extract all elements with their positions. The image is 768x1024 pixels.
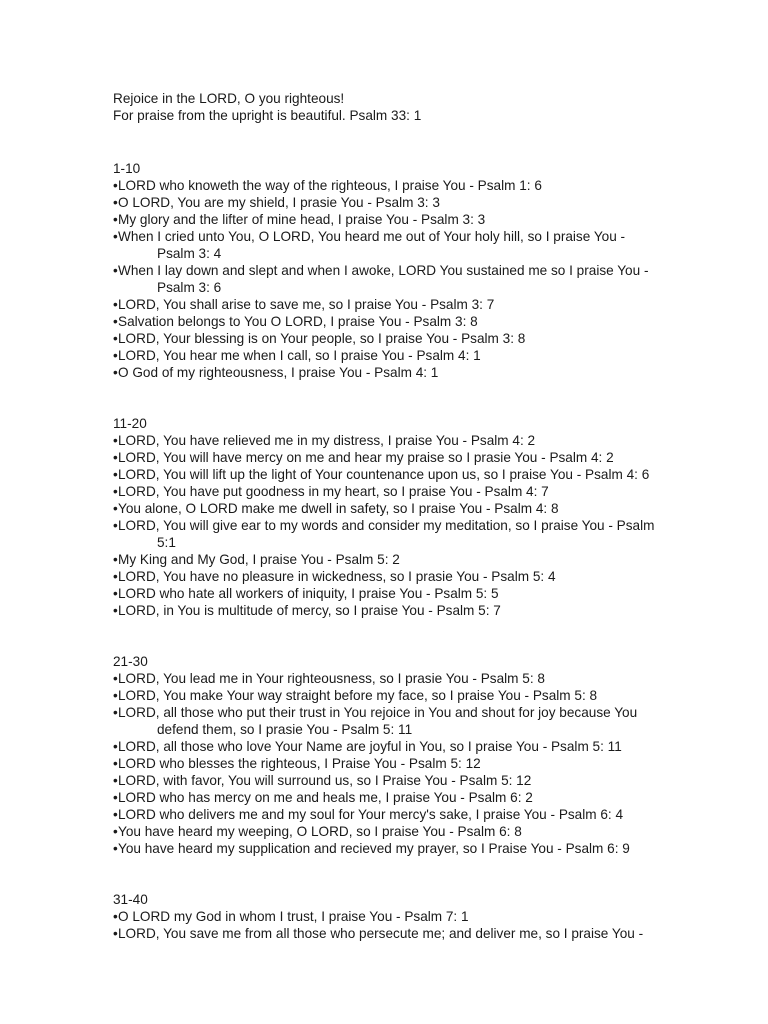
- bullet-icon: •: [113, 586, 118, 601]
- bullet-icon: •: [113, 501, 118, 516]
- list-item: [113, 670, 658, 687]
- list-item-text: LORD who delivers me and my soul for Your mercy's sake, I praise You - Psalm 6: 4: [118, 807, 624, 822]
- list-item: [113, 500, 658, 517]
- praise-list: [113, 177, 658, 381]
- list-item-text: LORD, You hear me when I call, so I praise You - Psalm 4: 1: [118, 348, 481, 363]
- list-item: [113, 262, 658, 296]
- bullet-icon: •: [113, 297, 118, 312]
- bullet-icon: •: [113, 365, 118, 380]
- list-item-text: LORD who knoweth the way of the righteous, I praise You - Psalm 1: 6: [118, 178, 542, 193]
- bullet-icon: •: [113, 569, 118, 584]
- list-item: [113, 466, 658, 483]
- list-item: [113, 194, 658, 211]
- list-item: [113, 908, 658, 925]
- bullet-icon: •: [113, 229, 118, 244]
- bullet-icon: •: [113, 807, 118, 822]
- list-item: [113, 296, 658, 313]
- list-item-text: LORD, all those who love Your Name are joyful in You, so I praise You - Psalm 5: 11: [118, 739, 622, 754]
- list-item-text: LORD, all those who put their trust in You rejoice in You and shout for joy because You defend them, so I prasie You - Psalm 5: 11: [118, 705, 638, 737]
- list-item-text: LORD, You make Your way straight before my face, so I praise You - Psalm 5: 8: [118, 688, 598, 703]
- list-item: [113, 687, 658, 704]
- bullet-icon: •: [113, 433, 118, 448]
- list-item-text: LORD, You will lift up the light of Your countenance upon us, so I praise You - Psalm 4: 6: [118, 467, 650, 482]
- praise-section: [113, 160, 658, 381]
- list-item-text: My glory and the lifter of mine head, I praise You - Psalm 3: 3: [118, 212, 486, 227]
- list-item-text: When I cried unto You, O LORD, You heard me out of Your holy hill, so I praise You - Psalm 3: 4: [118, 229, 626, 261]
- section-heading: 21-30: [113, 654, 148, 669]
- bullet-icon: •: [113, 688, 118, 703]
- list-item-text: LORD, in You is multitude of mercy, so I praise You - Psalm 5: 7: [118, 603, 501, 618]
- intro-line-1: Rejoice in the LORD, O you righteous!: [113, 91, 345, 106]
- intro-line-2: For praise from the upright is beautiful. Psalm 33: 1: [113, 108, 422, 123]
- bullet-icon: •: [113, 195, 118, 210]
- list-item-text: O God of my righteousness, I praise You - Psalm 4: 1: [118, 365, 439, 380]
- list-item-text: LORD, You will give ear to my words and consider my meditation, so I praise You - Psalm 5:1: [118, 518, 655, 550]
- praise-section: [113, 415, 658, 619]
- list-item: [113, 806, 658, 823]
- list-item-text: LORD, Your blessing is on Your people, so I praise You - Psalm 3: 8: [118, 331, 526, 346]
- bullet-icon: •: [113, 484, 118, 499]
- list-item-text: LORD, You save me from all those who persecute me; and deliver me, so I praise You -: [118, 926, 644, 941]
- list-item-text: LORD who blesses the righteous, I Praise You - Psalm 5: 12: [118, 756, 481, 771]
- bullet-icon: •: [113, 263, 118, 278]
- list-item: [113, 925, 658, 942]
- list-item: [113, 449, 658, 466]
- list-item: [113, 755, 658, 772]
- list-item: [113, 823, 658, 840]
- bullet-icon: •: [113, 467, 118, 482]
- list-item: [113, 347, 658, 364]
- list-item: [113, 517, 658, 551]
- list-item-text: You alone, O LORD make me dwell in safety, so I praise You - Psalm 4: 8: [118, 501, 559, 516]
- list-item: [113, 483, 658, 500]
- list-item: [113, 228, 658, 262]
- list-item: [113, 313, 658, 330]
- bullet-icon: •: [113, 909, 118, 924]
- praise-list: [113, 670, 658, 857]
- praise-list: [113, 908, 658, 942]
- list-item-text: When I lay down and slept and when I awoke, LORD You sustained me so I praise You - Psalm 3: 6: [118, 263, 649, 295]
- list-item: [113, 330, 658, 347]
- list-item: [113, 738, 658, 755]
- bullet-icon: •: [113, 773, 118, 788]
- bullet-icon: •: [113, 739, 118, 754]
- bullet-icon: •: [113, 552, 118, 567]
- list-item: [113, 364, 658, 381]
- bullet-icon: •: [113, 841, 118, 856]
- section-heading: 11-20: [113, 416, 147, 431]
- bullet-icon: •: [113, 348, 118, 363]
- list-item: [113, 772, 658, 789]
- page-content: [113, 90, 658, 942]
- list-item-text: LORD, You have no pleasure in wickedness, so I prasie You - Psalm 5: 4: [118, 569, 556, 584]
- list-item-text: LORD, You have relieved me in my distress, I praise You - Psalm 4: 2: [118, 433, 536, 448]
- intro-verse: [113, 90, 658, 124]
- list-item-text: LORD who hate all workers of iniquity, I praise You - Psalm 5: 5: [118, 586, 499, 601]
- bullet-icon: •: [113, 518, 118, 533]
- list-item-text: LORD, with favor, You will surround us, so I Praise You - Psalm 5: 12: [118, 773, 532, 788]
- bullet-icon: •: [113, 790, 118, 805]
- bullet-icon: •: [113, 926, 118, 941]
- list-item: [113, 177, 658, 194]
- bullet-icon: •: [113, 705, 118, 720]
- list-item-text: You have heard my weeping, O LORD, so I praise You - Psalm 6: 8: [118, 824, 522, 839]
- list-item-text: LORD, You have put goodness in my heart, so I praise You - Psalm 4: 7: [118, 484, 549, 499]
- praise-list: [113, 432, 658, 619]
- list-item: [113, 551, 658, 568]
- section-heading: 1-10: [113, 161, 141, 176]
- list-item-text: LORD, You shall arise to save me, so I praise You - Psalm 3: 7: [118, 297, 495, 312]
- list-item-text: My King and My God, I praise You - Psalm 5: 2: [118, 552, 400, 567]
- praise-section: [113, 891, 658, 942]
- list-item: [113, 704, 658, 738]
- bullet-icon: •: [113, 178, 118, 193]
- bullet-icon: •: [113, 756, 118, 771]
- list-item: [113, 602, 658, 619]
- bullet-icon: •: [113, 212, 118, 227]
- list-item-text: O LORD, You are my shield, I prasie You - Psalm 3: 3: [118, 195, 440, 210]
- bullet-icon: •: [113, 450, 118, 465]
- list-item-text: You have heard my supplication and recieved my prayer, so I Praise You - Psalm 6: 9: [118, 841, 630, 856]
- bullet-icon: •: [113, 824, 118, 839]
- bullet-icon: •: [113, 314, 118, 329]
- list-item: [113, 585, 658, 602]
- list-item-text: LORD who has mercy on me and heals me, I praise You - Psalm 6: 2: [118, 790, 533, 805]
- bullet-icon: •: [113, 671, 118, 686]
- list-item-text: Salvation belongs to You O LORD, I praise You - Psalm 3: 8: [118, 314, 478, 329]
- section-heading: 31-40: [113, 892, 148, 907]
- bullet-icon: •: [113, 603, 118, 618]
- list-item-text: O LORD my God in whom I trust, I praise You - Psalm 7: 1: [118, 909, 469, 924]
- list-item-text: LORD, You will have mercy on me and hear my praise so I prasie You - Psalm 4: 2: [118, 450, 614, 465]
- bullet-icon: •: [113, 331, 118, 346]
- praise-section: [113, 653, 658, 857]
- list-item: [113, 789, 658, 806]
- list-item: [113, 840, 658, 857]
- list-item: [113, 432, 658, 449]
- list-item: [113, 211, 658, 228]
- praise-sections: [113, 160, 658, 942]
- list-item-text: LORD, You lead me in Your righteousness, so I prasie You - Psalm 5: 8: [118, 671, 545, 686]
- list-item: [113, 568, 658, 585]
